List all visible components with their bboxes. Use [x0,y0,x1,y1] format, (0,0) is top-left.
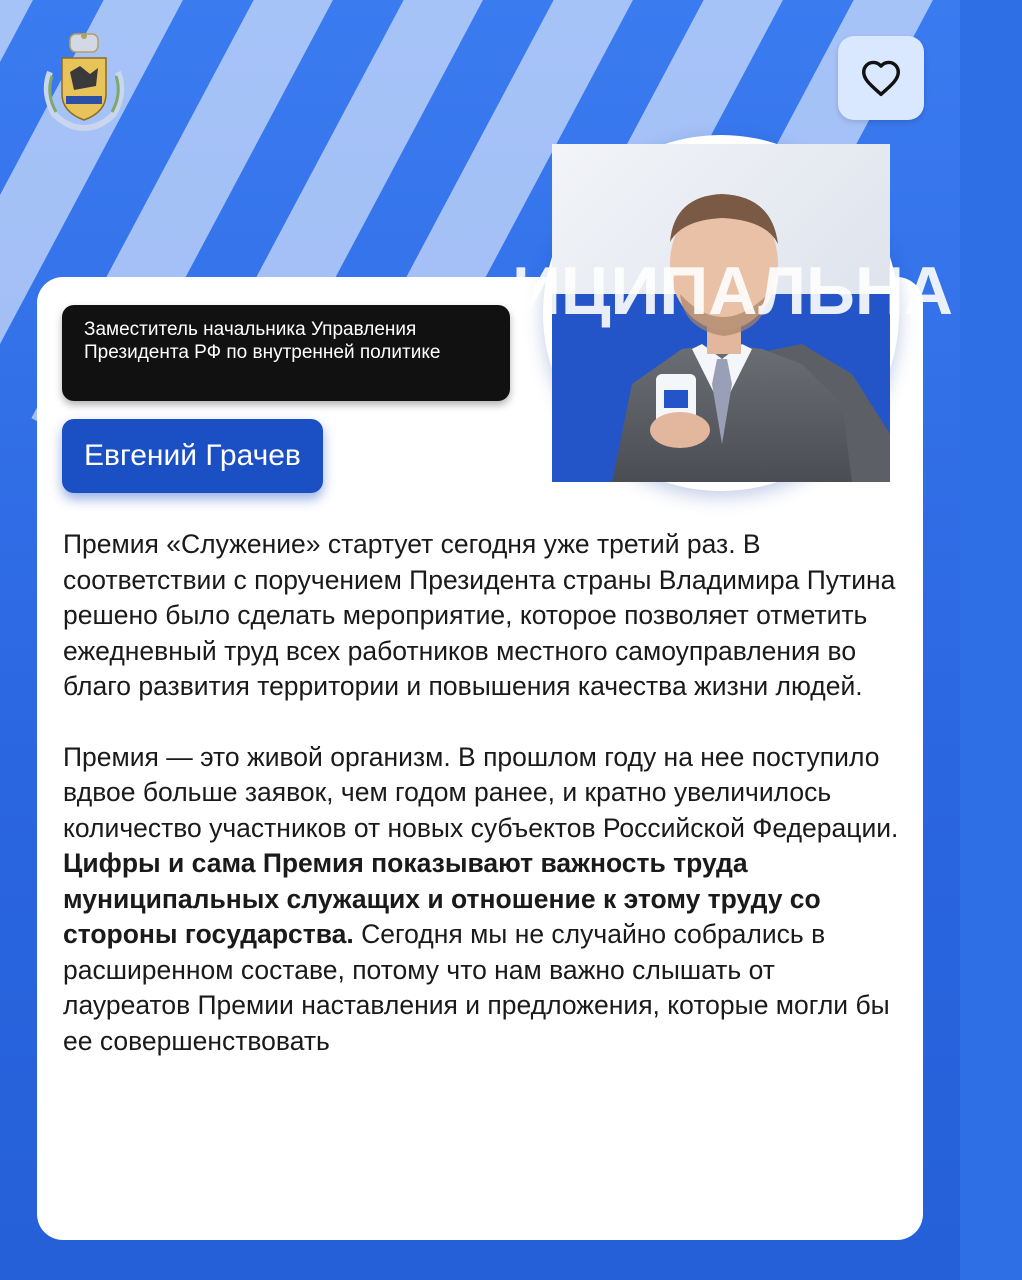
speaker-position-badge [62,305,510,401]
regional-coat-of-arms-icon [40,32,128,132]
speaker-name: Евгений Грачев [84,439,301,472]
quote-paragraph-2-bold: Цифры и сама Премия показывают важность труда муниципальных служащих и отношение к этому труду со стороны государства. [63,848,821,949]
quote-paragraph-1: Премия «Служение» стартует сегодня уже третий раз. В соответствии с поручением Президента страны Владимира Путина решено было сделать мероприятие, которое позволяет отметить ежедневный труд всех работников местного самоуправления во благо развития территории и повышения качества жизни людей. [63,529,896,701]
speaker-name-badge [62,419,323,493]
speaker-position: Заместитель начальника Управления Президента РФ по внутренней политике [84,319,441,363]
photo-banner-text: ИЦИПАЛЬНА [512,253,954,329]
quote-paragraph-2-end: Сегодня мы не случайно собрались в расширенном составе, потому что нам важно слышать от лауреатов Премии наставления и предложения, которые могли бы ее совершенствовать [63,919,890,1056]
heart-icon [860,59,902,97]
quote-paragraph-2-start: Премия — это живой организм. В прошлом году на нее поступило вдвое больше заявок, чем годом ранее, и кратно увеличилось количество участников от новых субъектов Российской Федерации. [63,741,899,843]
speaker-photo [512,135,954,491]
like-button[interactable] [838,36,924,120]
quote-text [63,527,903,1094]
quote-paragraph-2 [63,740,903,1060]
